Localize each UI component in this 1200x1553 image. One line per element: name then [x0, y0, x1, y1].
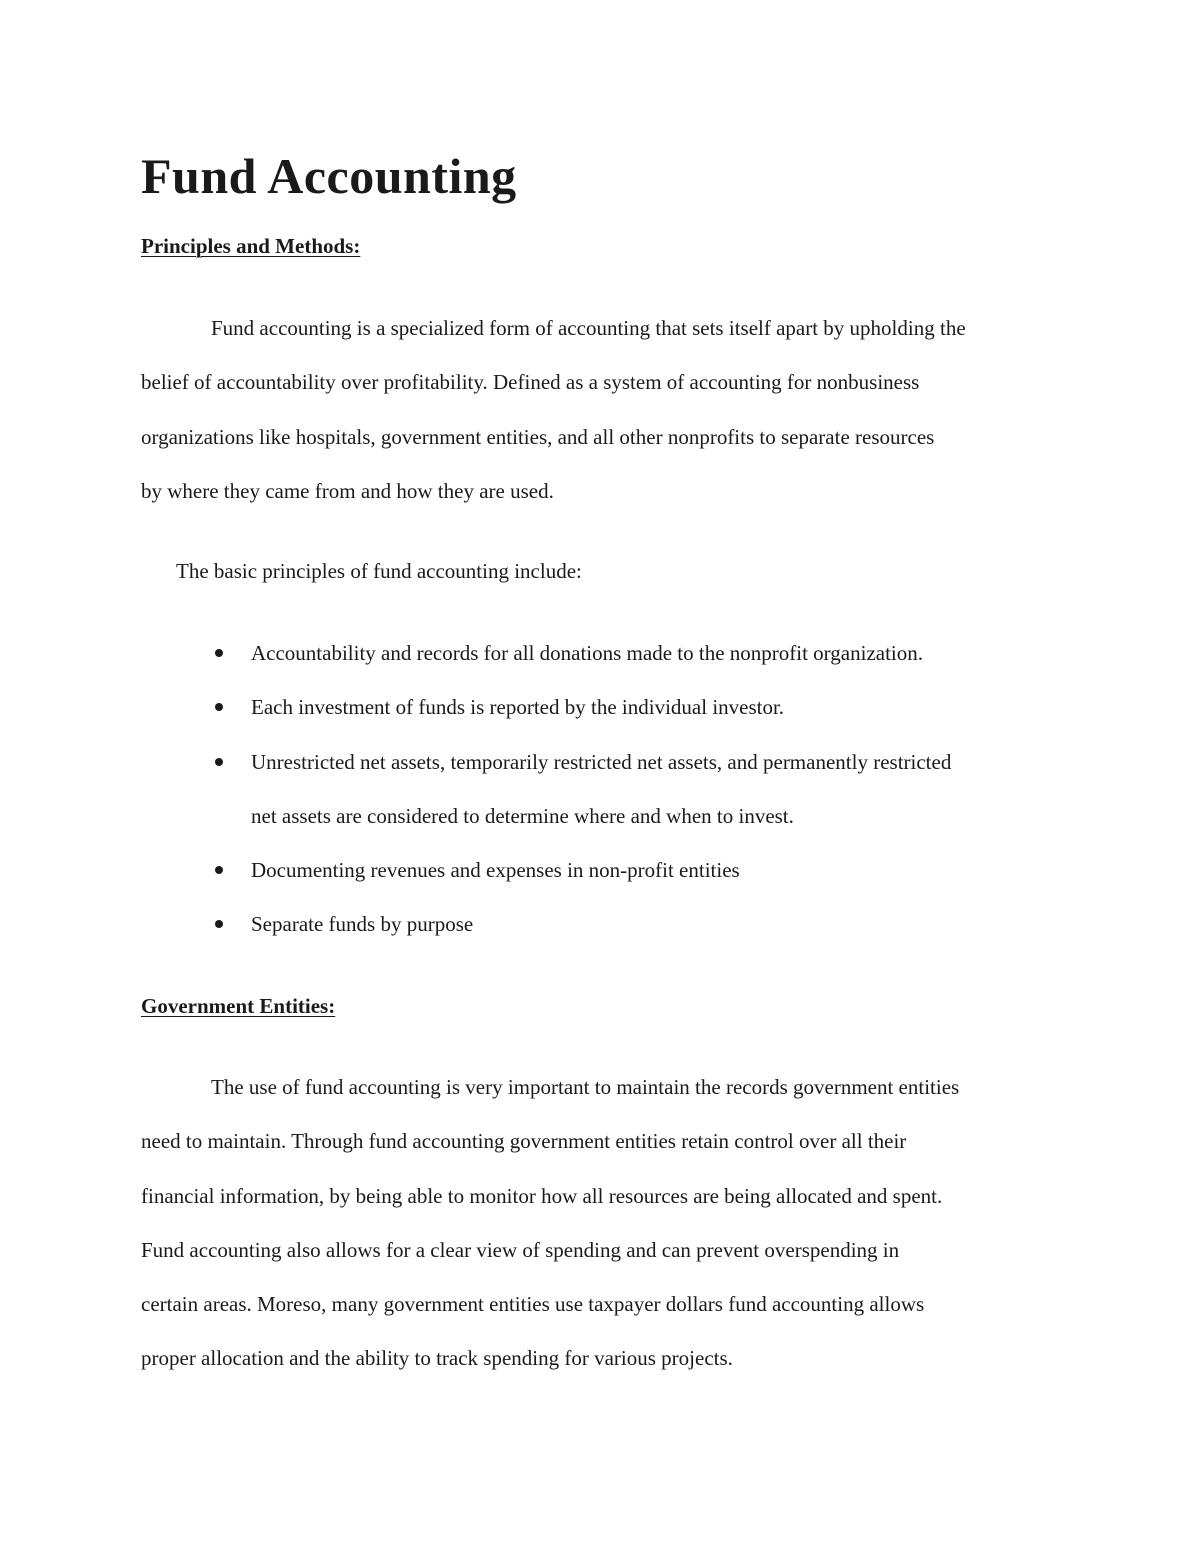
principles-list — [0, 626, 1200, 952]
list-item-text: Accountability and records for all donations made to the nonprofit organization. — [251, 641, 924, 665]
bullet-icon — [215, 866, 223, 874]
paragraph-line: financial information, by being able to monitor how all resources are being allocated and spent. — [141, 1183, 943, 1208]
paragraph-line: Fund accounting is a specialized form of accounting that sets itself apart by upholding the — [211, 316, 966, 340]
section-heading-principles: Principles and Methods: — [141, 234, 361, 258]
bullet-icon — [215, 758, 223, 766]
list-intro: The basic principles of fund accounting include: — [176, 559, 582, 583]
section-heading-government: Government Entities: — [141, 994, 336, 1018]
list-item-text: Each investment of funds is reported by the individual investor. — [251, 695, 785, 720]
list-item — [0, 897, 1200, 951]
bullet-icon — [215, 649, 223, 657]
list-item — [0, 680, 1200, 734]
paragraph-line: organizations like hospitals, government entities, and all other nonprofits to separate resources — [141, 424, 935, 449]
list-item-text: Documenting revenues and expenses in non-profit entities — [251, 858, 740, 883]
list-item — [0, 843, 1200, 897]
paragraph-government — [141, 1060, 1071, 1386]
list-item-text: Separate funds by purpose — [251, 912, 474, 937]
paragraph-line: proper allocation and the ability to track spending for various projects. — [141, 1346, 733, 1371]
list-item-text: Unrestricted net assets, temporarily restricted net assets, and permanently restricted — [251, 749, 952, 774]
paragraph-line: The use of fund accounting is very important to maintain the records government entities — [211, 1075, 960, 1099]
bullet-icon — [215, 703, 223, 711]
document-title: Fund Accounting — [141, 148, 517, 204]
paragraph-line: belief of accountability over profitability. Defined as a system of accounting for nonbusiness — [141, 370, 920, 395]
list-item-text: net assets are considered to determine where and when to invest. — [251, 803, 794, 828]
list-item — [0, 735, 1200, 844]
paragraph-line: Fund accounting also allows for a clear view of spending and can prevent overspending in — [141, 1237, 900, 1262]
paragraph-line: need to maintain. Through fund accounting government entities retain control over all their — [141, 1129, 907, 1154]
paragraph-line: certain areas. Moreso, many government entities use taxpayer dollars fund accounting allows — [141, 1292, 925, 1317]
paragraph-line: by where they came from and how they are used. — [141, 478, 554, 503]
list-item — [0, 626, 1200, 680]
bullet-icon — [215, 920, 223, 928]
paragraph-principles — [141, 301, 1071, 518]
